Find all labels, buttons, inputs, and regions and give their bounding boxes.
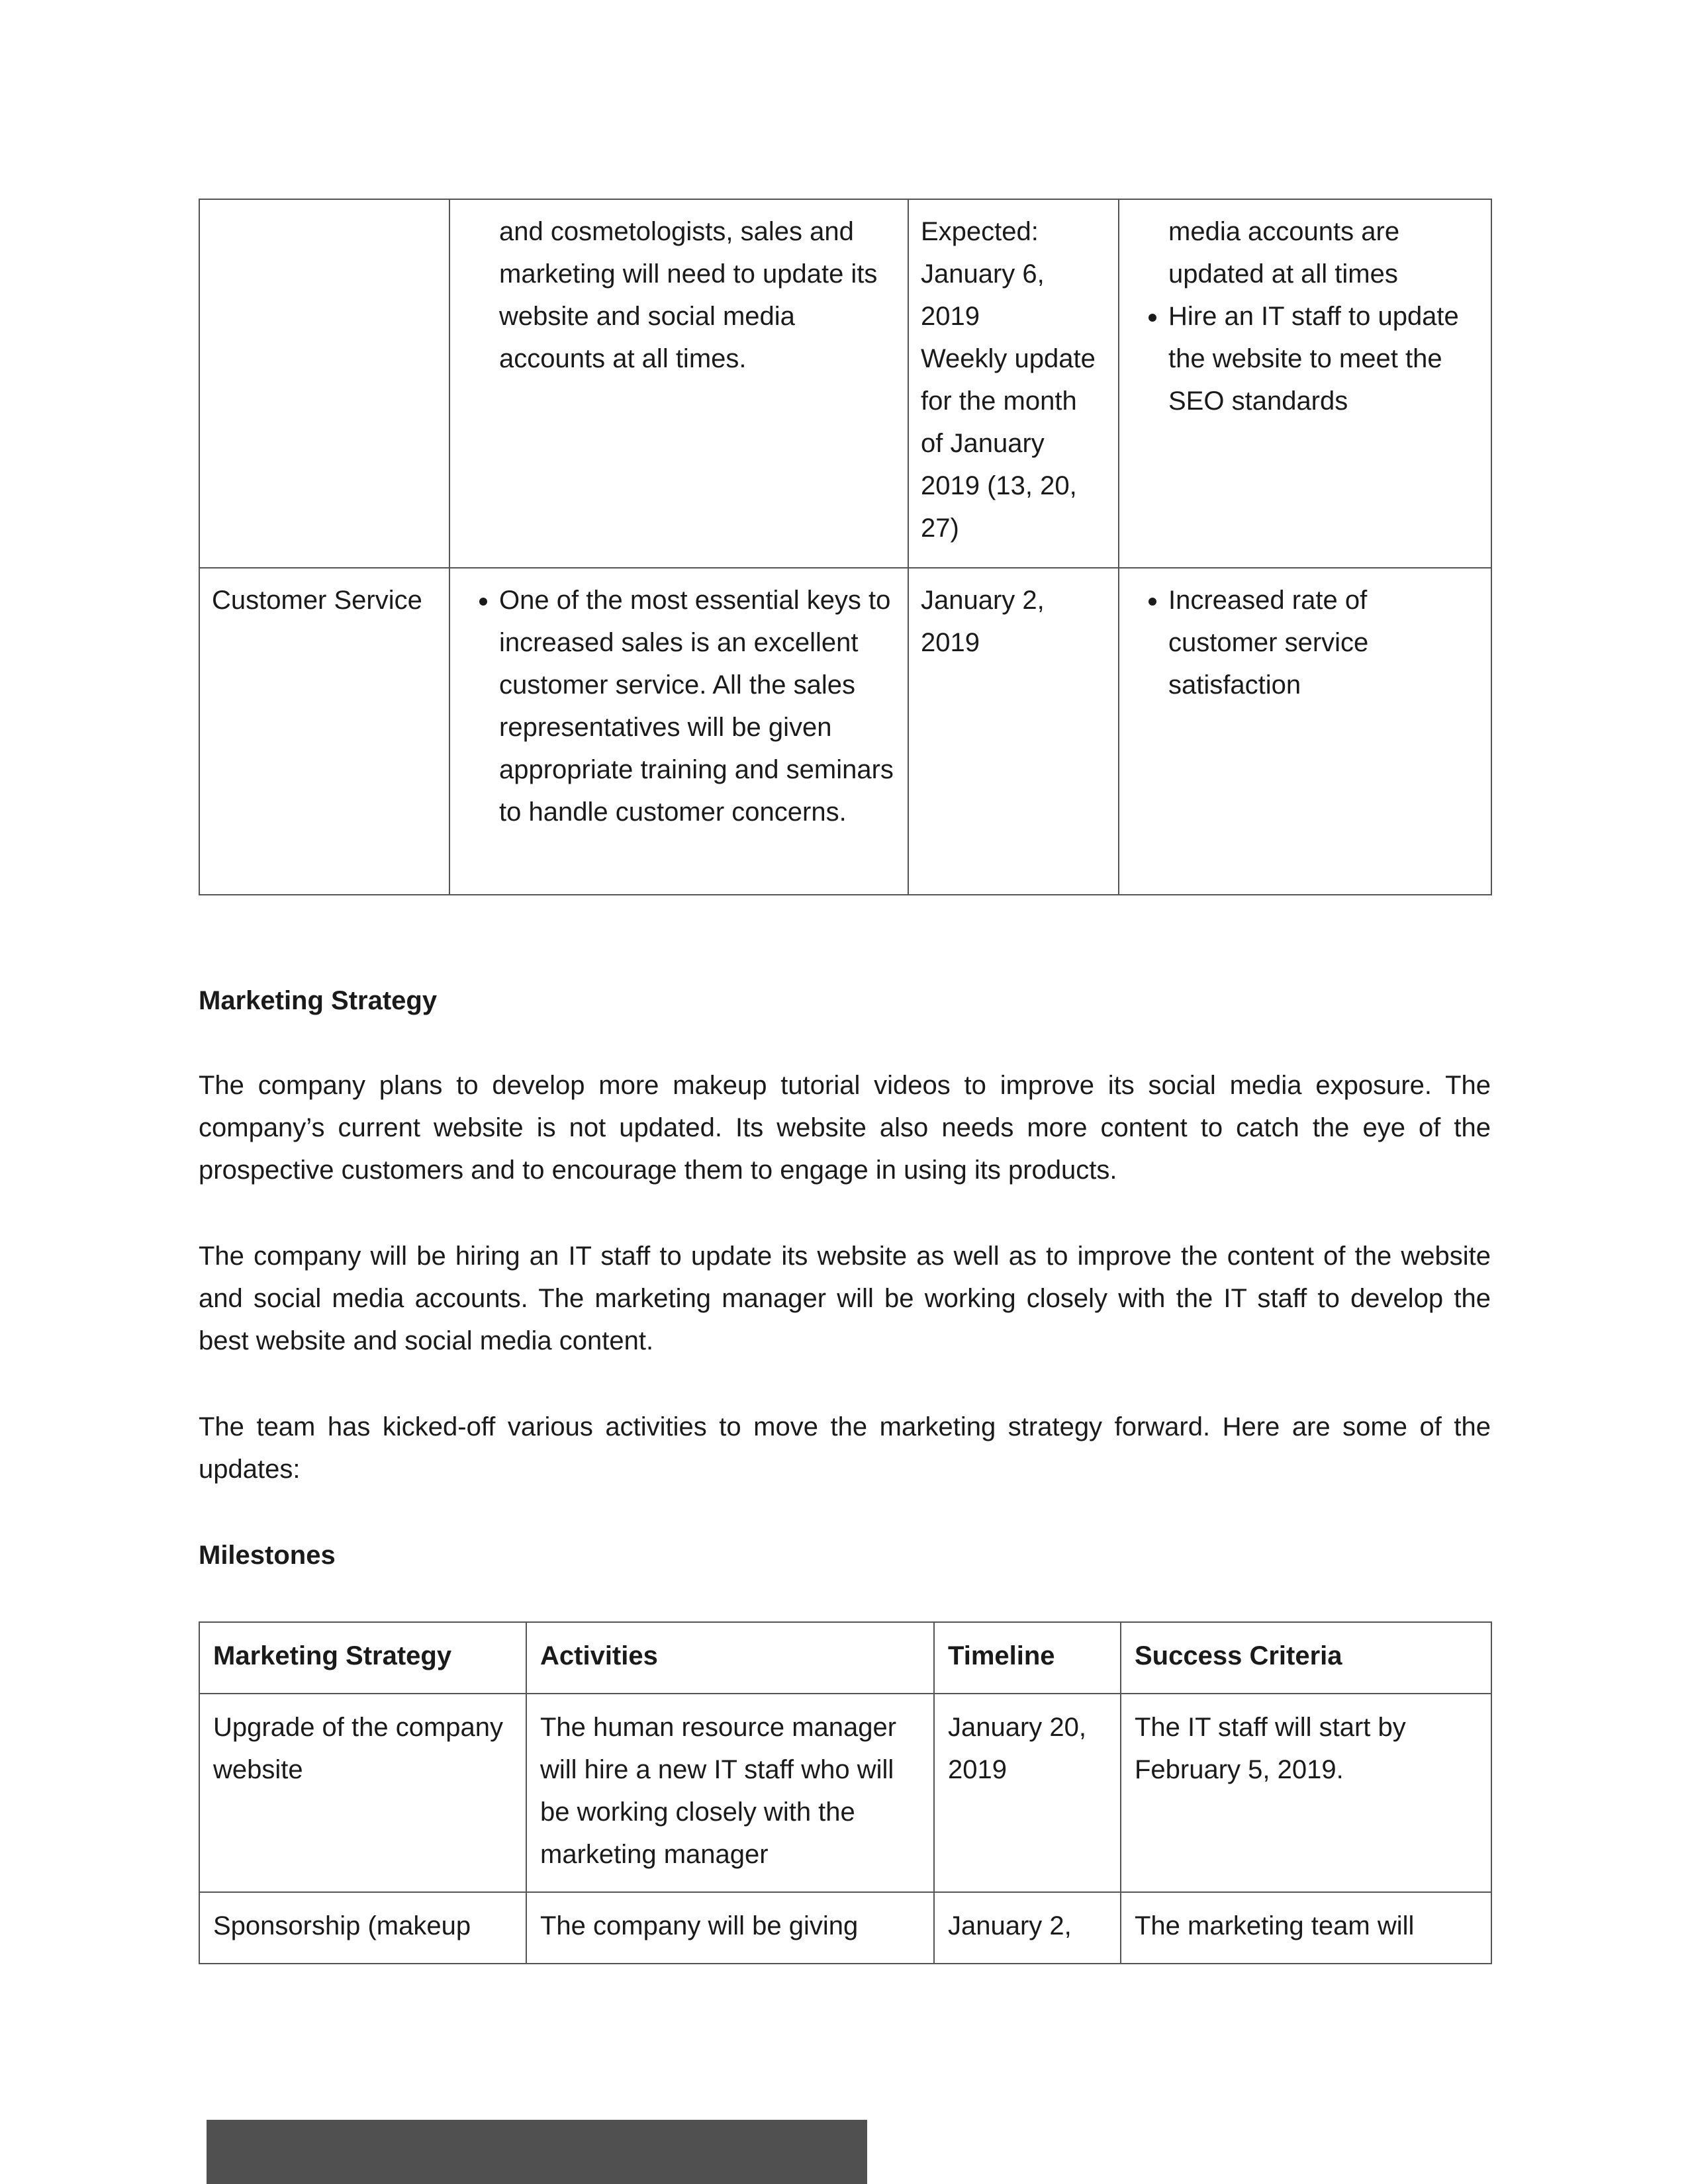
- timeline-line: January 6, 2019: [921, 259, 1045, 331]
- criteria-item: • Hire an IT staff to update the website to meet the SEO standards: [1168, 295, 1479, 422]
- timeline-line: Weekly update for the month of January 2019 (13, 20, 27): [921, 344, 1096, 543]
- column-header: Timeline: [934, 1622, 1121, 1694]
- table-cell: The marketing team will: [1121, 1892, 1491, 1964]
- criteria-item: • Increased rate of customer service satisfaction: [1168, 579, 1479, 706]
- timeline-line: January 2, 2019: [921, 586, 1045, 657]
- paragraph: The team has kicked-off various activities to move the marketing strategy forward. Here are some of the updates:: [199, 1412, 1491, 1484]
- area-cell: Customer Service: [199, 568, 449, 895]
- activity-text: • One of the most essential keys to increased sales is an excellent customer service. All the sales representatives will be given appropriate training and seminars to handle customer concerns.: [499, 579, 896, 833]
- activity-cell: [449, 568, 908, 895]
- table-cell: The company will be giving: [526, 1892, 934, 1964]
- plan-table-continued: [199, 199, 1492, 895]
- milestones-table: [199, 1621, 1492, 1964]
- milestones-heading: Milestones: [199, 1541, 336, 1570]
- column-header: Success Criteria: [1121, 1622, 1491, 1694]
- table-row: [199, 199, 1491, 568]
- marketing-strategy-heading: Marketing Strategy: [199, 986, 438, 1015]
- column-header: Activities: [526, 1622, 934, 1694]
- footer-bar: [207, 2120, 867, 2184]
- activity-cell: [449, 199, 908, 568]
- table-row: [199, 1892, 1491, 1964]
- paragraph: The company will be hiring an IT staff to update its website as well as to improve the content of the website and social media accounts. The marketing manager will be working closely with the IT staff to develop the best website and social media content.: [199, 1242, 1491, 1355]
- table-cell: January 2,: [934, 1892, 1121, 1964]
- table-cell: Upgrade of the company website: [199, 1694, 526, 1892]
- timeline-line: Expected:: [921, 217, 1039, 246]
- area-cell: [199, 199, 449, 568]
- table-row: [199, 1694, 1491, 1892]
- table-cell: January 20, 2019: [934, 1694, 1121, 1892]
- timeline-cell: [908, 199, 1119, 568]
- table-cell: The IT staff will start by February 5, 2019.: [1121, 1694, 1491, 1892]
- criteria-cell: [1119, 199, 1491, 568]
- table-cell: Sponsorship (makeup: [199, 1892, 526, 1964]
- table-row: [199, 568, 1491, 895]
- table-header-row: [199, 1622, 1491, 1694]
- timeline-cell: [908, 568, 1119, 895]
- table-cell: The human resource manager will hire a new IT staff who will be working closely with the marketing manager: [526, 1694, 934, 1892]
- column-header: Marketing Strategy: [199, 1622, 526, 1694]
- activity-text: and cosmetologists, sales and marketing will need to update its website and social media accounts at all times.: [499, 217, 878, 373]
- criteria-item: media accounts are updated at all times: [1168, 217, 1400, 289]
- paragraph: The company plans to develop more makeup tutorial videos to improve its social media exposure. The company’s current website is not updated. Its website also needs more content to catch the eye of the prospective customers and to encourage them to engage in using its products.: [199, 1071, 1491, 1185]
- criteria-cell: [1119, 568, 1491, 895]
